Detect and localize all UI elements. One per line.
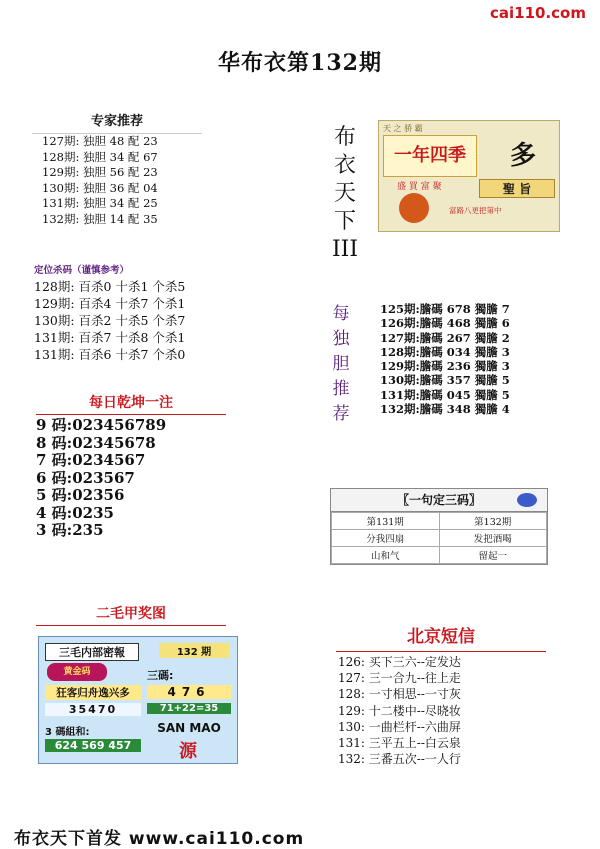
kill-number-panel xyxy=(34,262,224,363)
list-item: 130: 一曲栏杆--六曲屏 xyxy=(338,719,461,734)
single-bile-list xyxy=(380,302,570,416)
table-cell: 第131期 xyxy=(332,513,440,530)
daily-title: 每日乾坤一注 xyxy=(36,392,226,415)
list-item: 131: 三平五上--白云泉 xyxy=(338,736,461,751)
table-cell: 山和气 xyxy=(332,547,440,564)
list-item: 4 码:0235 xyxy=(36,503,114,522)
three-code-digits: 476 xyxy=(147,685,231,699)
table-cell: 发把酒喝 xyxy=(439,530,547,547)
sum-formula: 71+22=35 xyxy=(147,703,231,714)
list-item: 130期: 百杀2 十杀5 个杀7 xyxy=(34,313,186,328)
combo-numbers: 624 569 457 xyxy=(45,739,141,752)
list-item: 125期:膽碼 678 獨膽 7 xyxy=(380,302,510,316)
seal-top-text: 天 之 骄 霸 xyxy=(383,124,423,133)
gold-code-badge: 黄金码 xyxy=(47,663,107,681)
expert-title: 专家推荐 xyxy=(90,114,143,129)
list-item: 130期: 独胆 36 配 04 xyxy=(42,180,158,195)
list-item: 127: 三一合九--往上走 xyxy=(338,671,461,686)
hair-slogan: 狂客归舟逸兴多 xyxy=(45,685,141,700)
seal-red-text: 盛 買 富 聚 xyxy=(397,182,442,192)
list-item: 131期:膽碼 045 獨膽 5 xyxy=(380,387,510,402)
list-item: 7 码:0234567 xyxy=(36,451,146,469)
expert-list xyxy=(32,133,202,227)
one-sentence-panel xyxy=(330,488,548,565)
list-item: 132期:膽碼 348 獨膽 4 xyxy=(380,402,510,417)
list-item: 126期:膽碼 468 獨膽 6 xyxy=(380,316,510,331)
expert-recommendation-panel xyxy=(32,110,202,227)
list-item: 127期: 独胆 48 配 23 xyxy=(42,134,158,148)
list-item: 8 码:02345678 xyxy=(36,433,156,452)
headline-char: 布 xyxy=(333,125,356,150)
headline-char: 胆 xyxy=(332,354,350,374)
flower-icon xyxy=(399,193,429,223)
sentence-title xyxy=(331,489,547,512)
list-item: 129期: 独胆 56 配 23 xyxy=(42,165,158,179)
seal-season-text: 一年四季 xyxy=(383,135,477,177)
kill-title: 定位杀码（谨慎参考） xyxy=(34,265,130,276)
headline-char: III xyxy=(331,237,359,262)
list-item: 5 码:02356 xyxy=(36,486,125,504)
headline-char: 天 xyxy=(333,181,356,206)
vertical-headline xyxy=(330,124,360,264)
hair-chart-title: 二毛甲奖图 xyxy=(36,603,226,626)
table-cell: 留起一 xyxy=(439,547,547,564)
list-item: 129期: 百杀4 十杀7 个杀1 xyxy=(34,296,186,311)
hair-numbers: 35470 xyxy=(45,703,141,716)
list-item: 130期:膽碼 357 獨膽 5 xyxy=(380,373,510,388)
three-code-label: 三碼: xyxy=(147,669,174,682)
table-cell: 第132期 xyxy=(439,513,547,530)
hair-period: 132 期 xyxy=(159,643,229,658)
page-title: 华布衣第132期 xyxy=(218,50,382,76)
headline-char: 衣 xyxy=(333,153,356,178)
list-item: 128期: 百杀0 十杀1 个杀5 xyxy=(34,279,186,294)
list-item: 3 码:235 xyxy=(36,521,104,539)
list-item: 129期:膽碼 236 獨膽 3 xyxy=(380,359,510,374)
list-item: 127期:膽碼 267 獨膽 2 xyxy=(380,330,510,345)
headline-char: 荐 xyxy=(332,404,350,424)
list-item: 129: 十二楼中--尽晓妆 xyxy=(338,703,461,718)
headline-char: 每 xyxy=(332,304,350,324)
list-item: 9 码:023456789 xyxy=(36,416,167,434)
list-item: 131期: 百杀7 十杀8 个杀1 xyxy=(34,330,186,345)
vertical-headline-single-bile xyxy=(326,302,356,427)
yuan-character: 源 xyxy=(179,741,197,762)
list-item: 132期: 独胆 14 配 35 xyxy=(42,211,158,226)
seal-slogan: 富路八更把第中 xyxy=(449,206,502,215)
daily-pick-panel xyxy=(36,392,226,540)
list-item: 128: 一寸相思--一寸灰 xyxy=(338,687,461,702)
list-item: 131期: 百杀6 十杀7 个杀0 xyxy=(34,347,186,362)
footer-text: 布衣天下首发 www.cai110.com xyxy=(14,829,305,849)
combo-label: 3 碼組和: xyxy=(45,727,90,738)
headline-char: 推 xyxy=(332,379,350,399)
seal-edict: 聖 旨 xyxy=(479,179,555,198)
inner-report-title: 三毛内部密報 xyxy=(45,643,139,661)
list-item: 128期: 独胆 34 配 67 xyxy=(42,149,158,164)
list-item: 131期: 独胆 34 配 25 xyxy=(42,196,158,210)
seal-glyph: 多 xyxy=(509,141,536,171)
beijing-sms-list xyxy=(338,654,548,767)
site-logo: cai110.com xyxy=(490,4,586,22)
seal-image xyxy=(378,120,560,232)
ball-icon xyxy=(517,493,537,507)
hair-chart-image xyxy=(38,636,238,764)
list-item: 6 码:023567 xyxy=(36,468,135,487)
headline-char: 下 xyxy=(333,209,356,234)
table-cell: 分我四扇 xyxy=(332,530,440,547)
list-item: 126: 买下三六--定发达 xyxy=(338,655,461,669)
list-item: 128期:膽碼 034 獨膽 3 xyxy=(380,344,510,359)
beijing-sms-title: 北京短信 xyxy=(336,622,546,652)
headline-char: 独 xyxy=(332,329,350,349)
sentence-title-text: 〖一句定三码〗 xyxy=(396,493,481,507)
san-mao-text: SAN MAO xyxy=(157,721,221,735)
list-item: 132: 三番五次--一人行 xyxy=(338,752,461,767)
sentence-table xyxy=(331,512,547,564)
